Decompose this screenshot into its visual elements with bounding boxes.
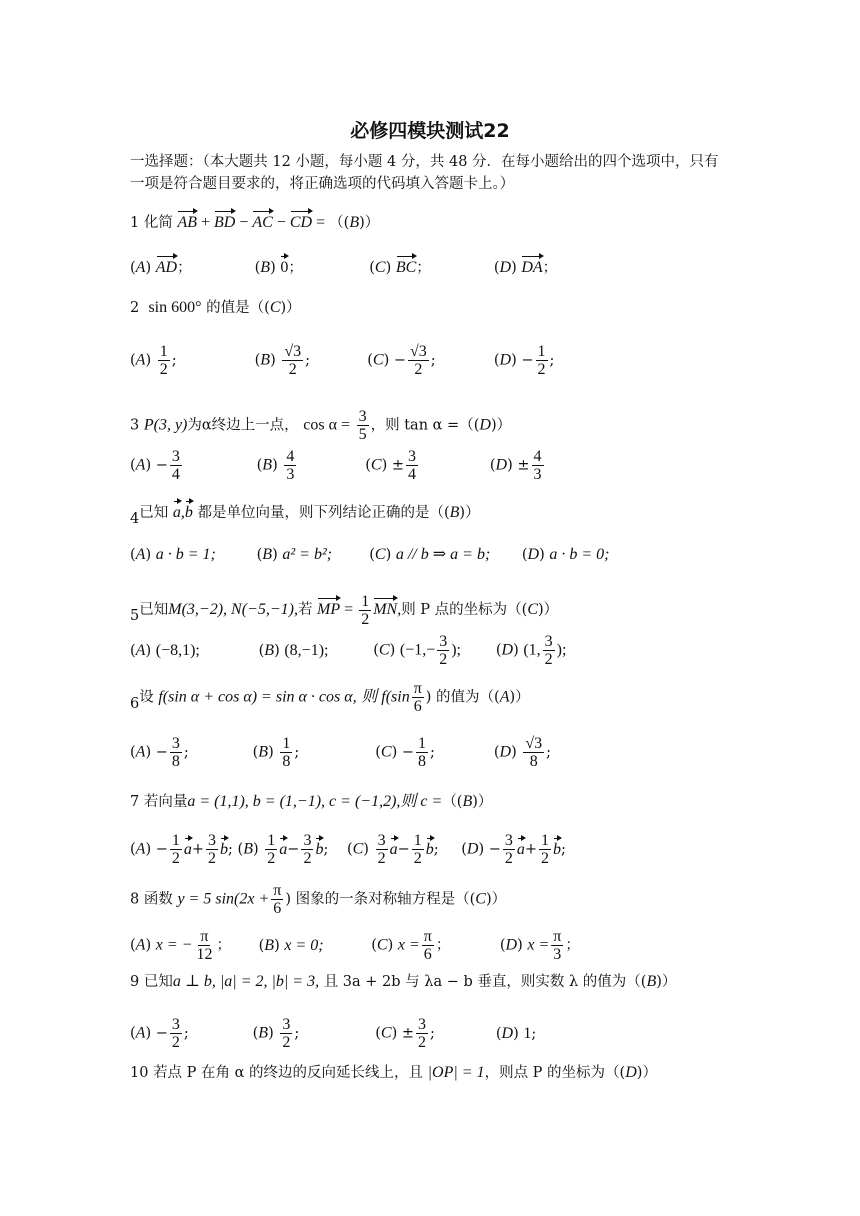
- question-6-stem: 6设 f(sin α + cos α) = sin α · cos α, 则 f(sin $\frac{\pi}{6}$ ) 的值为（(A)）: [130, 680, 530, 715]
- question-9-options: (A) − $\frac{3}{2}$ ; (B) $\frac{3}{2}$ ; (C) ± $\frac{3}{2}$ ; (D) 1;: [130, 1016, 537, 1051]
- question-3-options: (A) − $\frac{3}{4}$ (B) $\frac{4}{3}$ (C) ± $\frac{3}{4}$ (D) ± $\frac{4}{3}$: [130, 448, 542, 483]
- instructions-line-1: 一选择题：（本大题共 12 小题，每小题 4 分，共 48 分．在每小题给出的四个选项中，只有: [130, 154, 719, 170]
- question-6-options: (A) − $\frac{3}{8}$ ; (B) $\frac{1}{8}$ ; (C) − $\frac{1}{8}$ ; (D) $\frac{√3}{8}$ ;: [130, 735, 552, 770]
- question-1-stem: 1 化简 AB + BD − AC − CD = （(B)）: [130, 208, 379, 233]
- question-2-options: (A) $\frac{1}{2}$ ; (B) $\frac{√3}{2}$ ; (C) − $\frac{√3}{2}$ ; (D) − $\frac{1}{2}$ ;: [130, 343, 555, 378]
- question-10-stem: 10 若点 P 在角 α 的终边的反向延长线上，且 |OP| = 1，则点 P 的坐标为（(D)）: [130, 1064, 657, 1081]
- question-8-stem: 8 函数 y = 5 sin(2x + $\frac{\pi}{6}$ ) 图象的一条对称轴方程是（(C)）: [130, 882, 507, 917]
- question-9-stem: 9 已知a ⊥ b, |a| = 2, |b| = 3, 且 3a + 2b 与 λa − b 垂直，则实数 λ 的值为（(B)）: [130, 973, 677, 990]
- page-title: 必修四模块测试22: [350, 120, 510, 142]
- question-5-options: (A) (−8,1); (B) (8,−1); (C) (−1,− $\frac{3}{2}$ ); (D) (1, $\frac{3}{2}$ );: [130, 633, 567, 668]
- question-4-options: (A) a · b = 1; (B) a² = b²; (C) a // b ⇒ a = b; (D) a · b = 0;: [130, 546, 610, 563]
- question-8-options: (A) x = − $\frac{\pi}{12}$ ； (B) x = 0; (C) x = $\frac{\pi}{6}$ ； (D) x = $\frac{\pi}{3}$ ；: [130, 928, 580, 963]
- question-7-stem: 7 若向量a = (1,1), b = (1,−1), c = (−1,2),则 c =（(B)）: [130, 793, 493, 810]
- instructions-line-2: 一项是符合题目要求的，将正确选项的代码填入答题卡上。）: [130, 176, 515, 192]
- question-number: 1: [130, 215, 140, 231]
- question-1-options: (A) AD； (B) 0； (C) BC； (D) DA；: [130, 253, 557, 278]
- question-4-stem: 4已知 a,b 都是单位向量，则下列结论正确的是（(B)）: [130, 498, 480, 523]
- question-3-stem: 3 P(3, y)为α终边上一点， cos α = $\frac{3}{5}$ ，则 tan α =（(D)）: [130, 408, 512, 443]
- question-2-stem: 2 sin 600° 的值是（(C)）: [130, 299, 301, 316]
- question-5-stem: 5已知M(3,−2), N(−5,−1),若 MP = $\frac{1}{2}$ MN,则 P 点的坐标为（(C)）: [130, 593, 559, 628]
- answer: B: [349, 214, 360, 231]
- question-7-options: (A) − $\frac{1}{2}$ a+ $\frac{3}{2}$ b; (B) $\frac{1}{2}$ a− $\frac{3}{2}$ b; (C) $\frac{3}{2}$ a− $\frac{1}{2}$ b; (D) − $\frac{3}{2}$ a+ $\frac{1}{2}$ b;: [130, 832, 566, 867]
